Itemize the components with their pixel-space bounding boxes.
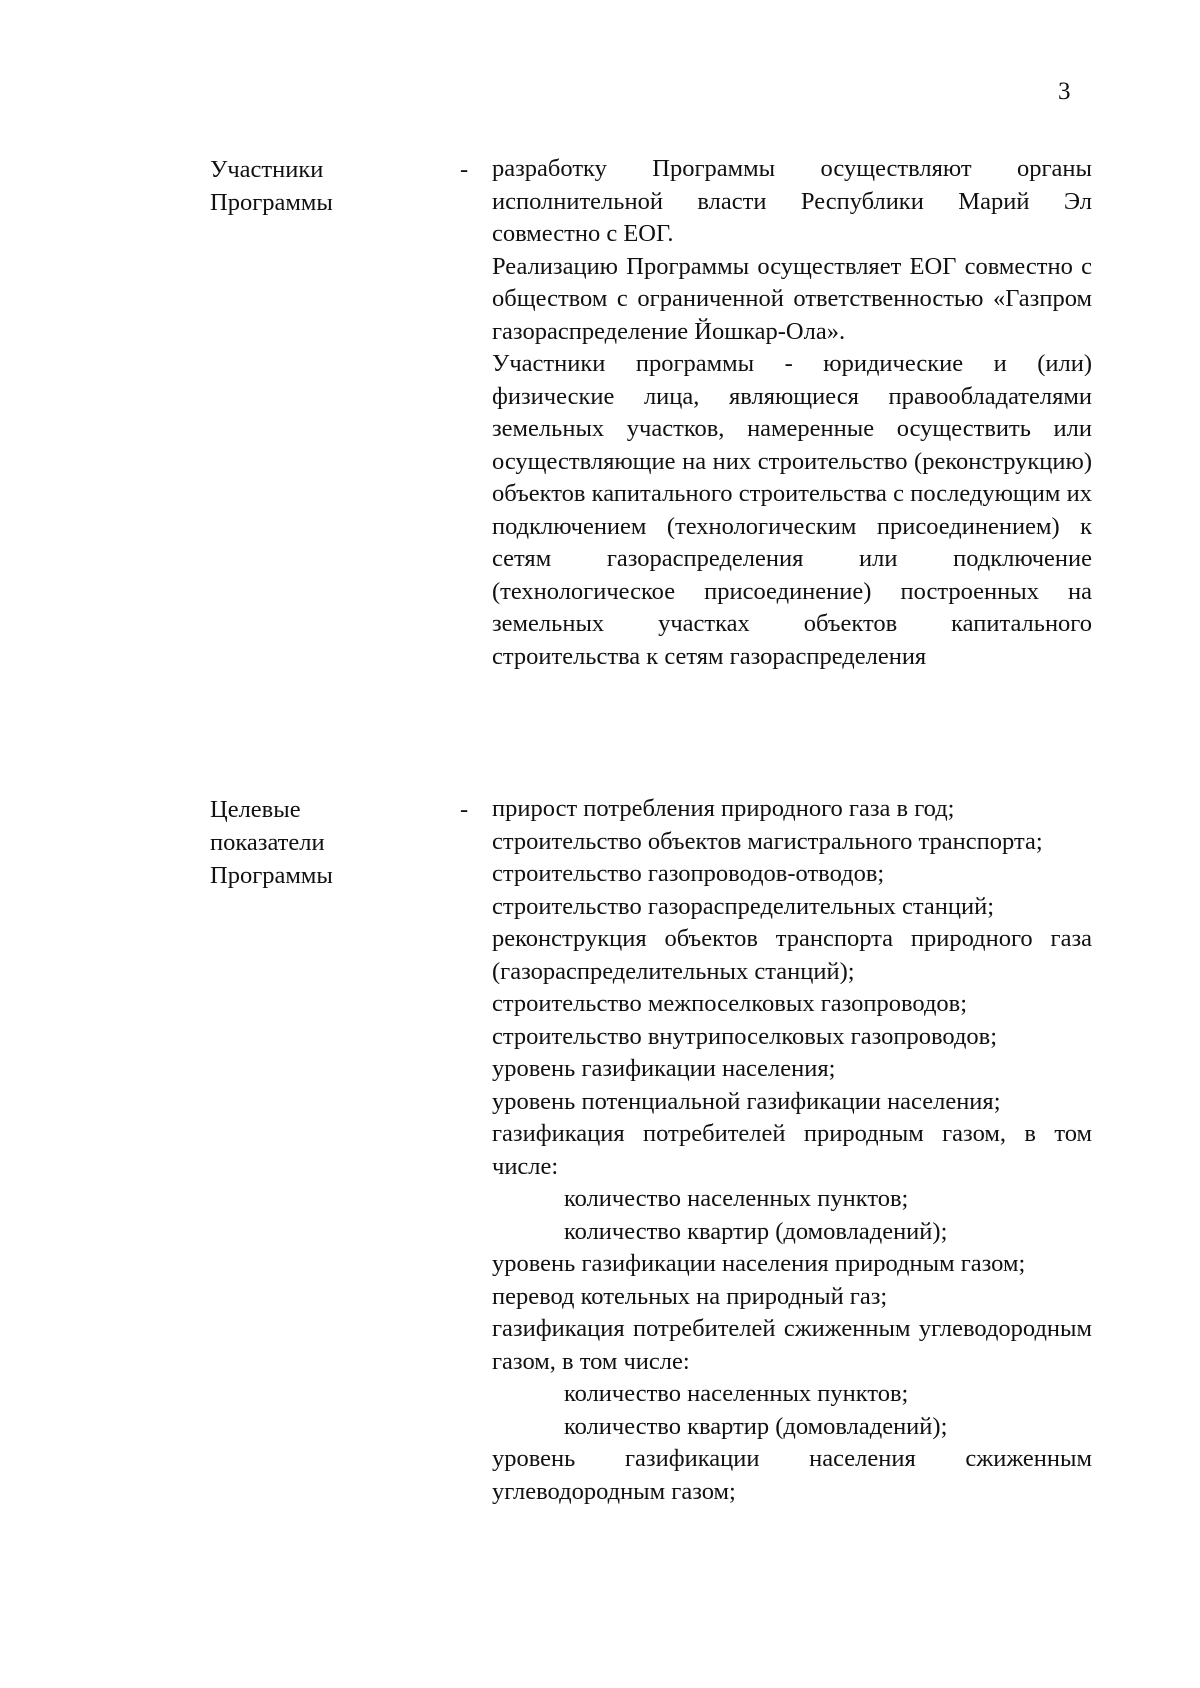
indicator-subitem: количество населенных пунктов;	[564, 1185, 909, 1212]
dash-separator: -	[460, 796, 469, 823]
indicator-subitem: количество населенных пунктов;	[564, 1380, 909, 1407]
indicator-item: строительство газораспределительных станций;	[492, 892, 995, 920]
indicator-item: строительство внутрипоселковых газопроводов;	[492, 1022, 998, 1050]
indicator-item: строительство объектов магистрального транспорта;	[492, 827, 1043, 855]
target-indicators-content	[492, 793, 1092, 1508]
indicator-item: прирост потребления природного газа в год;	[492, 795, 955, 822]
indicator-item: газификация потребителей природным газом, в том числе:	[492, 1120, 1092, 1180]
paragraph: Участники программы - юридические и (или) физические лица, являющиеся правообладателями земельных участков, намеренные осуществить или осуществляющие на них строительство (реконструкцию) объектов капитального строительства с последующим их подключением (технологическим присоединением) к сетям газораспределения или подключение (технологическое присоединение) построенных на земельных участках объектов капитального строительства к сетям газораспределения	[492, 350, 1092, 670]
indicator-item: строительство межпоселковых газопроводов;	[492, 990, 968, 1017]
indicator-item: уровень газификации населения;	[492, 1055, 836, 1082]
indicator-item: реконструкция объектов транспорта природного газа (газораспределительных станций);	[492, 925, 1092, 985]
participants-label	[210, 153, 390, 219]
indicator-item: уровень газификации населения природным газом;	[492, 1250, 1026, 1277]
label-line: Целевые	[210, 796, 301, 823]
indicator-item: уровень газификации населения сжиженным углеводородным газом;	[492, 1445, 1092, 1505]
indicator-subitem: количество квартир (домовладений);	[564, 1412, 948, 1440]
indicator-item: строительство газопроводов-отводов;	[492, 860, 885, 887]
dash-separator: -	[460, 156, 469, 183]
label-line: Программы	[210, 862, 333, 889]
indicator-subitem: количество квартир (домовладений);	[564, 1217, 948, 1245]
paragraph: разработку Программы осуществляют органы исполнительной власти Республики Марий Эл совместно с ЕОГ.	[492, 155, 1092, 247]
paragraph: Реализацию Программы осуществляет ЕОГ совместно с обществом с ограниченной ответственностью «Газпром газораспределение Йошкар-Ола».	[492, 252, 1092, 345]
label-line: Программы	[210, 189, 333, 216]
label-line: Участники	[210, 156, 324, 183]
page-number: 3	[1058, 78, 1071, 105]
indicator-item: уровень потенциальной газификации населения;	[492, 1087, 1001, 1115]
target-indicators-label	[210, 793, 390, 892]
participants-content	[492, 153, 1092, 673]
indicator-item: газификация потребителей сжиженным углеводородным газом, в том числе:	[492, 1315, 1092, 1375]
indicator-item: перевод котельных на природный газ;	[492, 1282, 888, 1310]
label-line: показатели	[210, 829, 325, 856]
